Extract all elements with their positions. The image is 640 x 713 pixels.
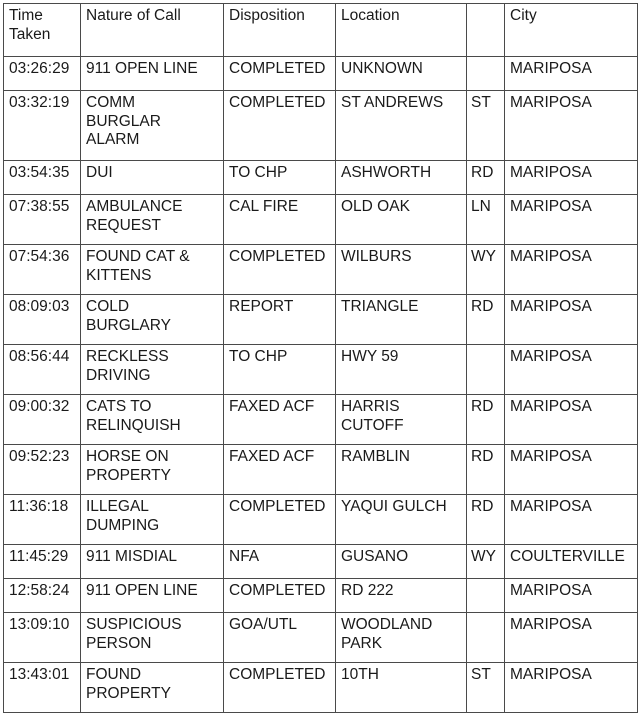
time-cell: 07:38:55 [4,195,81,245]
header-city: City [505,4,638,57]
disposition-cell: FAXED ACF [224,395,336,445]
street-suffix-cell [467,345,505,395]
street-suffix-cell: WY [467,245,505,295]
table-row [4,161,638,195]
call-log-body [4,4,638,713]
disposition-cell: COMPLETED [224,663,336,713]
nature-cell: 911 OPEN LINE [81,579,224,613]
location-cell: RAMBLIN [336,445,467,495]
street-suffix-cell: ST [467,663,505,713]
location-cell: OLD OAK [336,195,467,245]
time-cell: 09:00:32 [4,395,81,445]
table-row [4,345,638,395]
location-cell: GUSANO [336,545,467,579]
time-cell: 11:45:29 [4,545,81,579]
table-row [4,579,638,613]
table-row [4,395,638,445]
table-row [4,245,638,295]
location-cell: ST ANDREWS [336,91,467,161]
time-cell: 09:52:23 [4,445,81,495]
time-cell: 08:09:03 [4,295,81,345]
street-suffix-cell: RD [467,395,505,445]
time-cell: 13:09:10 [4,613,81,663]
disposition-cell: COMPLETED [224,495,336,545]
header-row [4,4,638,57]
time-cell: 07:54:36 [4,245,81,295]
disposition-cell: COMPLETED [224,245,336,295]
city-cell: MARIPOSA [505,91,638,161]
table-row [4,613,638,663]
nature-cell: COLD BURGLARY [81,295,224,345]
table-row [4,195,638,245]
street-suffix-cell: WY [467,545,505,579]
street-suffix-cell: RD [467,295,505,345]
street-suffix-cell: RD [467,161,505,195]
table-row [4,663,638,713]
disposition-cell: REPORT [224,295,336,345]
table-row [4,57,638,91]
street-suffix-cell: ST [467,91,505,161]
table-row [4,91,638,161]
nature-cell: FOUND CAT & KITTENS [81,245,224,295]
location-cell: TRIANGLE [336,295,467,345]
nature-cell: 911 OPEN LINE [81,57,224,91]
street-suffix-cell [467,613,505,663]
city-cell: COULTERVILLE [505,545,638,579]
city-cell: MARIPOSA [505,57,638,91]
nature-cell: SUSPICIOUS PERSON [81,613,224,663]
location-cell: HARRIS CUTOFF [336,395,467,445]
city-cell: MARIPOSA [505,495,638,545]
location-cell: 10TH [336,663,467,713]
call-log-table [3,3,638,713]
street-suffix-cell [467,57,505,91]
city-cell: MARIPOSA [505,295,638,345]
header-nature: Nature of Call [81,4,224,57]
nature-cell: 911 MISDIAL [81,545,224,579]
street-suffix-cell: RD [467,495,505,545]
city-cell: MARIPOSA [505,161,638,195]
disposition-cell: GOA/UTL [224,613,336,663]
header-disposition: Disposition [224,4,336,57]
time-cell: 03:26:29 [4,57,81,91]
location-cell: RD 222 [336,579,467,613]
time-cell: 03:54:35 [4,161,81,195]
city-cell: MARIPOSA [505,245,638,295]
street-suffix-cell [467,579,505,613]
street-suffix-cell: RD [467,445,505,495]
disposition-cell: COMPLETED [224,91,336,161]
table-row [4,495,638,545]
city-cell: MARIPOSA [505,345,638,395]
nature-cell: COMM BURGLAR ALARM [81,91,224,161]
header-time: Time Taken [4,4,81,57]
disposition-cell: NFA [224,545,336,579]
nature-cell: RECKLESS DRIVING [81,345,224,395]
time-cell: 03:32:19 [4,91,81,161]
disposition-cell: COMPLETED [224,57,336,91]
city-cell: MARIPOSA [505,579,638,613]
location-cell: YAQUI GULCH [336,495,467,545]
header-location: Location [336,4,467,57]
nature-cell: CATS TO RELINQUISH [81,395,224,445]
location-cell: HWY 59 [336,345,467,395]
disposition-cell: FAXED ACF [224,445,336,495]
disposition-cell: COMPLETED [224,579,336,613]
table-row [4,295,638,345]
time-cell: 08:56:44 [4,345,81,395]
city-cell: MARIPOSA [505,395,638,445]
location-cell: ASHWORTH [336,161,467,195]
disposition-cell: CAL FIRE [224,195,336,245]
city-cell: MARIPOSA [505,445,638,495]
street-suffix-cell: LN [467,195,505,245]
location-cell: WOODLAND PARK [336,613,467,663]
location-cell: UNKNOWN [336,57,467,91]
nature-cell: AMBULANCE REQUEST [81,195,224,245]
nature-cell: FOUND PROPERTY [81,663,224,713]
time-cell: 11:36:18 [4,495,81,545]
city-cell: MARIPOSA [505,613,638,663]
table-row [4,445,638,495]
disposition-cell: TO CHP [224,345,336,395]
table-row [4,545,638,579]
city-cell: MARIPOSA [505,663,638,713]
time-cell: 13:43:01 [4,663,81,713]
location-cell: WILBURS [336,245,467,295]
disposition-cell: TO CHP [224,161,336,195]
city-cell: MARIPOSA [505,195,638,245]
nature-cell: HORSE ON PROPERTY [81,445,224,495]
header-suffix [467,4,505,57]
time-cell: 12:58:24 [4,579,81,613]
nature-cell: ILLEGAL DUMPING [81,495,224,545]
nature-cell: DUI [81,161,224,195]
